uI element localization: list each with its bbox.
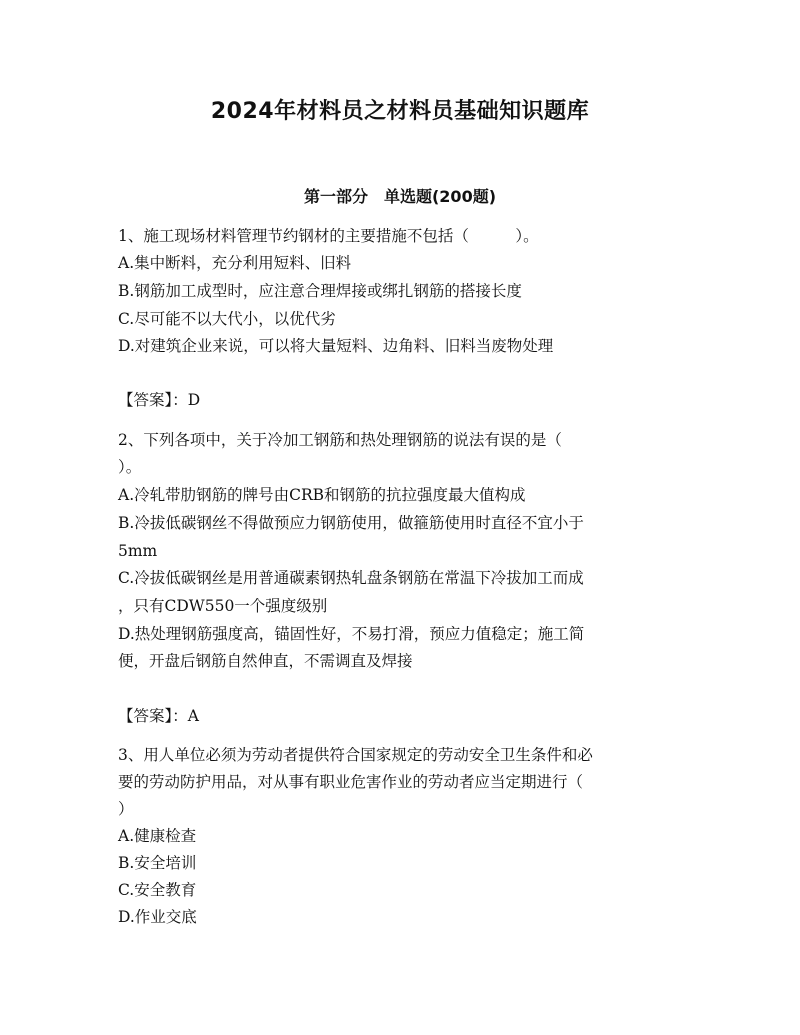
section-heading: 第一部分 单选题(200题) bbox=[303, 187, 497, 206]
question-2-option-b-cont: 5mm bbox=[118, 542, 158, 560]
question-2-answer: 【答案】：A bbox=[118, 707, 199, 725]
question-1-option-c: C.尽可能不以大代小，以优代劣 bbox=[118, 310, 336, 328]
question-1-option-d: D.对建筑企业来说，可以将大量短料、边角料、旧料当废物处理 bbox=[118, 337, 554, 355]
question-1-stem: 1、施工现场材料管理节约钢材的主要措施不包括（ ）。 bbox=[118, 227, 539, 245]
question-3-option-d: D.作业交底 bbox=[118, 908, 197, 926]
question-2-option-b: B.冷拔低碳钢丝不得做预应力钢筋使用，做箍筋使用时直径不宜小于 bbox=[118, 514, 584, 532]
question-1-option-b: B.钢筋加工成型时，应注意合理焊接或绑扎钢筋的搭接长度 bbox=[118, 282, 522, 300]
question-3-stem-cont: 要的劳动防护用品，对从事有职业危害作业的劳动者应当定期进行（ bbox=[118, 773, 584, 791]
question-3-option-b: B.安全培训 bbox=[118, 854, 197, 872]
question-2-option-d-cont: 便，开盘后钢筋自然伸直，不需调直及焊接 bbox=[118, 652, 413, 670]
question-2-stem-cont: ）。 bbox=[118, 458, 142, 476]
question-3-option-c: C.安全教育 bbox=[118, 881, 197, 899]
question-1-answer: 【答案】：D bbox=[118, 391, 201, 409]
question-2-stem: 2、下列各项中，关于冷加工钢筋和热处理钢筋的说法有误的是（ bbox=[118, 431, 562, 449]
page-title: 2024年材料员之材料员基础知识题库 bbox=[210, 99, 590, 124]
question-3-option-a: A.健康检查 bbox=[118, 827, 197, 845]
question-1-option-a: A.集中断料，充分利用短料、旧料 bbox=[118, 254, 352, 272]
question-2-option-a: A.冷轧带肋钢筋的牌号由CRB和钢筋的抗拉强度最大值构成 bbox=[118, 486, 526, 504]
question-3-stem-cont-2: ） bbox=[118, 800, 134, 818]
question-2-option-d: D.热处理钢筋强度高，锚固性好，不易打滑，预应力值稳定；施工简 bbox=[118, 625, 585, 643]
question-2-option-c: C.冷拔低碳钢丝是用普通碳素钢热轧盘条钢筋在常温下冷拔加工而成 bbox=[118, 569, 584, 587]
question-3-stem: 3、用人单位必须为劳动者提供符合国家规定的劳动安全卫生条件和必 bbox=[118, 746, 593, 764]
question-2-option-c-cont: ，只有CDW550一个强度级别 bbox=[118, 597, 328, 615]
